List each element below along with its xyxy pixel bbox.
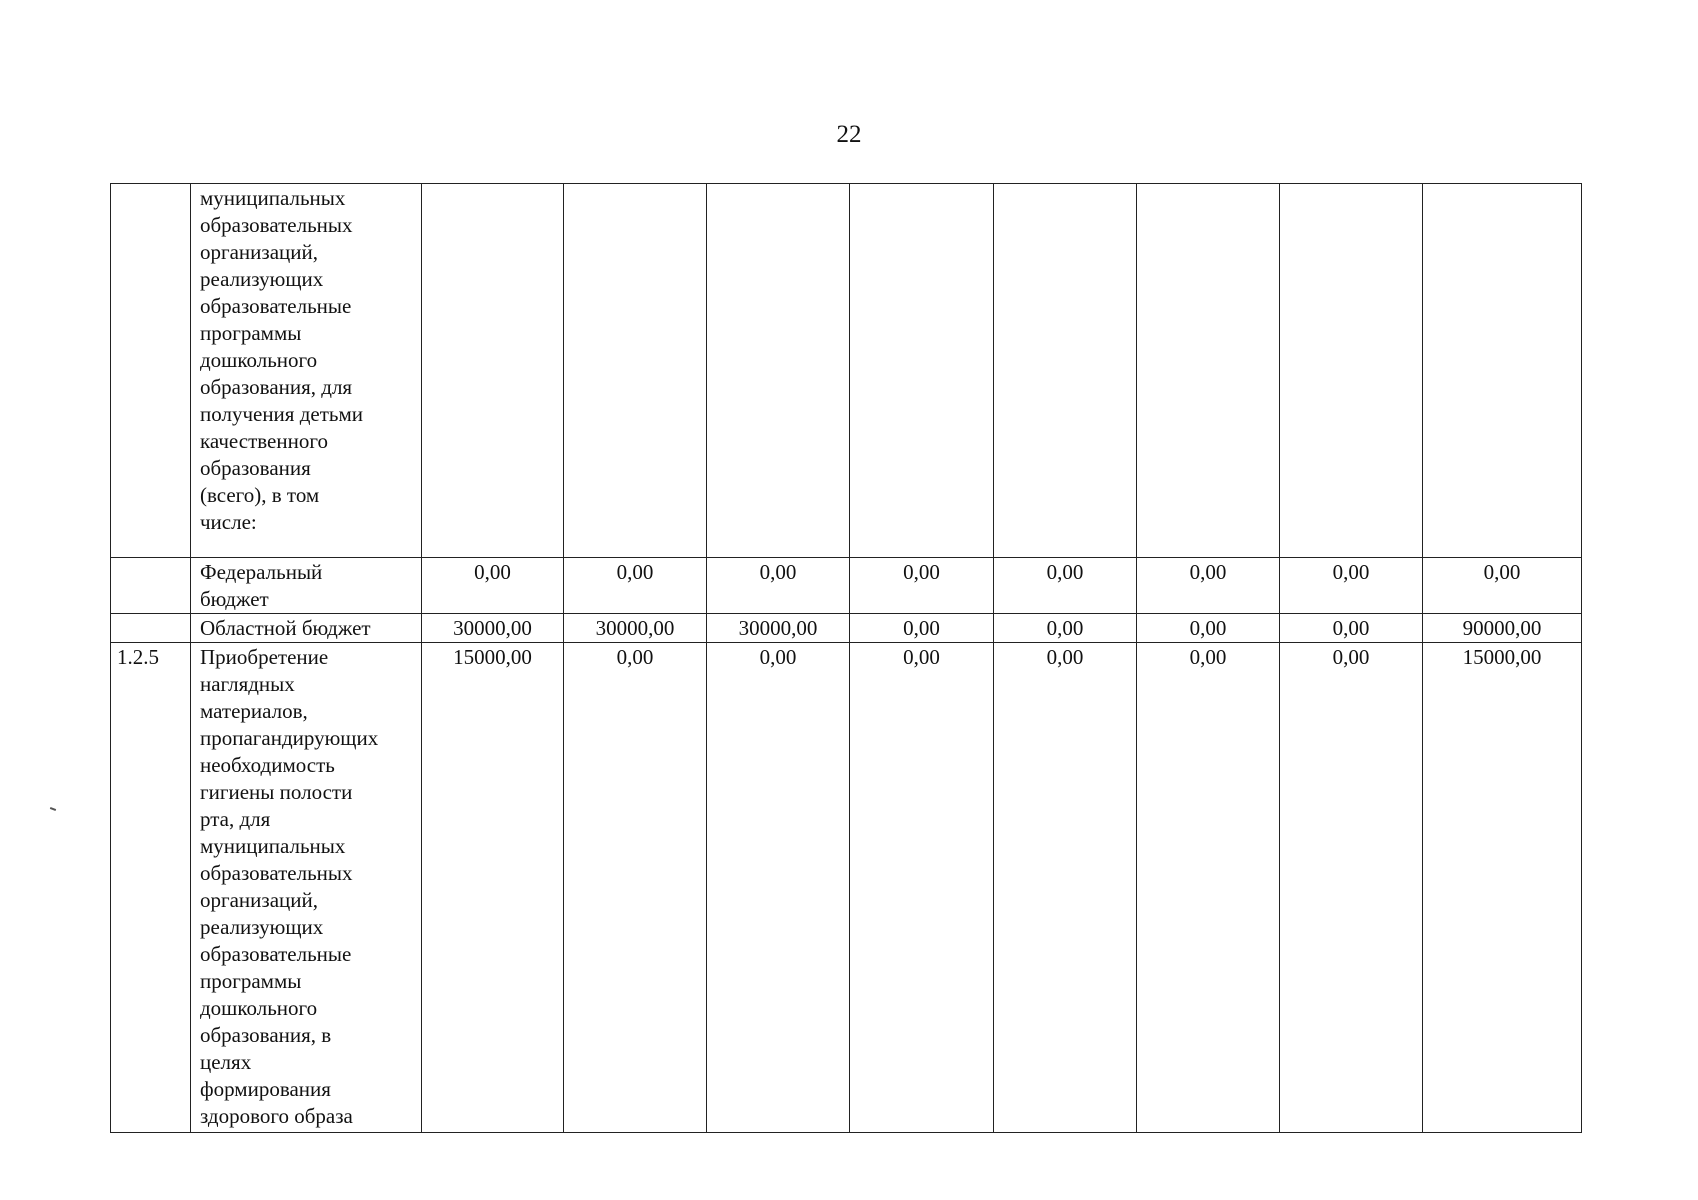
value-cell [564,184,707,558]
total-cell [1423,184,1582,558]
value-cell: 0,00 [1280,643,1423,1133]
value-cell [1137,184,1280,558]
value-cell: 0,00 [850,558,994,614]
value-cell: 30000,00 [707,614,850,643]
value-cell: 30000,00 [422,614,564,643]
row-code: 1.2.5 [111,643,191,1133]
table-row [111,643,1582,1133]
value-cell: 0,00 [1137,643,1280,1133]
value-cell [422,184,564,558]
value-cell: 0,00 [564,558,707,614]
value-cell [994,184,1137,558]
value-cell: 0,00 [707,643,850,1133]
scan-mark [50,807,56,811]
value-cell: 0,00 [994,558,1137,614]
row-code [111,614,191,643]
value-cell [1280,184,1423,558]
value-cell [850,184,994,558]
total-cell: 15000,00 [1423,643,1582,1133]
value-cell: 0,00 [1137,558,1280,614]
value-cell: 0,00 [1137,614,1280,643]
page-number: 22 [836,121,862,148]
value-cell: 15000,00 [422,643,564,1133]
row-name: муниципальных образовательных организаций, реализующих образовательные программы дошкольного образования, для получения детьми качественного образования (всего), в том числе: [191,184,422,558]
row-name: Приобретение наглядных материалов, пропагандирующих необходимость гигиены полости рта, для муниципальных образовательных организаций, реализующих образовательные программы дошкольного образования, в целях формирования здорового образа [191,643,422,1133]
budget-table [110,183,1582,1133]
total-cell: 0,00 [1423,558,1582,614]
table-row [111,184,1582,558]
row-code [111,558,191,614]
value-cell: 0,00 [422,558,564,614]
value-cell: 0,00 [850,614,994,643]
table-row [111,558,1582,614]
value-cell: 0,00 [994,643,1137,1133]
value-cell: 0,00 [850,643,994,1133]
value-cell [707,184,850,558]
value-cell: 30000,00 [564,614,707,643]
row-name: Областной бюджет [191,614,422,643]
value-cell: 0,00 [564,643,707,1133]
table-row [111,614,1582,643]
value-cell: 0,00 [707,558,850,614]
value-cell: 0,00 [994,614,1137,643]
row-code [111,184,191,558]
value-cell: 0,00 [1280,558,1423,614]
row-name: Федеральный бюджет [191,558,422,614]
value-cell: 0,00 [1280,614,1423,643]
total-cell: 90000,00 [1423,614,1582,643]
